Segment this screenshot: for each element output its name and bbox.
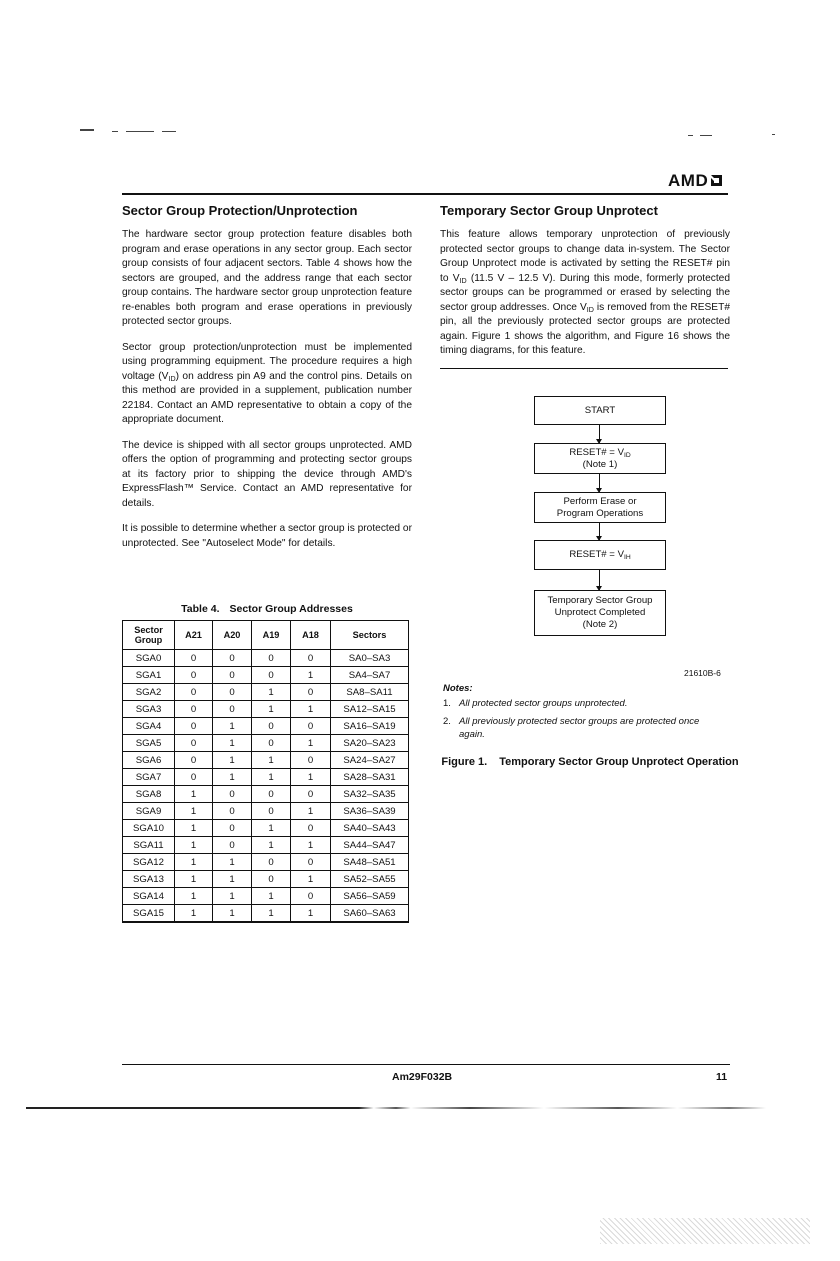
note-text: All protected sector groups unprotected. [459,698,628,709]
table-row [123,854,409,871]
table-row [123,701,409,718]
table-row [123,650,409,667]
table-cell: 0 [291,854,331,871]
table-cell: SA4–SA7 [331,667,409,684]
left-column [122,203,412,562]
table-cell: 1 [252,820,291,837]
table-cell: SA52–SA55 [331,871,409,888]
scan-speck [162,131,176,132]
flow-step-note: (Note 1) [582,458,618,470]
text-run: RESET# = V [569,446,624,458]
scan-speck [700,135,712,136]
table-cell: SA28–SA31 [331,769,409,786]
column-header: A19 [252,621,291,650]
table-cell: 0 [175,701,213,718]
table-cell: 1 [291,871,331,888]
table-cell: 0 [175,718,213,735]
paragraph [440,228,730,359]
subscript: ID [586,305,594,314]
figure-id: 21610B-6 [684,668,721,678]
table-cell: 1 [213,752,252,769]
table-cell: 0 [213,684,252,701]
table-cell: 1 [291,701,331,718]
table-cell: SGA3 [123,701,175,718]
table-row [123,667,409,684]
table-cell: SGA10 [123,820,175,837]
amd-arrow-icon [710,174,723,187]
figure-caption-text: Temporary Sector Group Unprotect Operation [499,756,739,768]
table-cell: 1 [252,888,291,905]
table-cell: SGA1 [123,667,175,684]
table-cell: 0 [175,735,213,752]
table-cell: SGA2 [123,684,175,701]
table-cell: 1 [252,701,291,718]
table-cell: 1 [291,735,331,752]
table-cell: 0 [291,718,331,735]
note-row [443,715,723,741]
table-cell: 1 [175,888,213,905]
table-row [123,905,409,923]
table-cell: SGA9 [123,803,175,820]
text-run: is removed from the RESET# pin, all the previously protected sector groups are protected again. Figure 1 shows the algorithm, and Figure 16 shows the timing diagrams, for this feature. [440,301,730,356]
table-cell: 0 [291,650,331,667]
paragraph: The device is shipped with all sector groups unprotected. AMD offers the option of programming and protecting sector groups at its factory prior to shipping the device through AMD's ExpressFlash™ Service. Contact an AMD representative for details. [122,439,412,509]
subscript: IH [623,554,631,561]
table-cell: SA56–SA59 [331,888,409,905]
table-cell: 0 [252,667,291,684]
table-cell: 0 [252,871,291,888]
table-cell: SGA5 [123,735,175,752]
table-cell: 1 [213,735,252,752]
table-cell: 1 [175,820,213,837]
flow-step-reset-vih [534,540,666,570]
table-caption: Sector Group Addresses [229,603,353,615]
table-cell: SGA7 [123,769,175,786]
note-item [443,715,723,741]
table-cell: SGA12 [123,854,175,871]
table-cell: SA8–SA11 [331,684,409,701]
table-cell: 1 [175,786,213,803]
table-cell: 0 [213,667,252,684]
scan-speck [112,131,118,132]
table-cell: 0 [291,786,331,803]
table-cell: 1 [175,854,213,871]
table-cell: 0 [213,820,252,837]
note-text: All previously protected sector groups are protected once again. [459,716,700,740]
table-row [123,837,409,854]
table-header-row [123,621,409,650]
column-header: A18 [291,621,331,650]
column-rule [440,368,728,369]
table-cell: 0 [252,854,291,871]
table-cell: 1 [175,871,213,888]
table-row [123,735,409,752]
table-cell: 0 [252,718,291,735]
table-cell: SGA4 [123,718,175,735]
flow-step-note: (Note 2) [582,619,618,630]
table-cell: SA24–SA27 [331,752,409,769]
table-cell: SA12–SA15 [331,701,409,718]
subscript: ID [623,451,631,459]
figure-label: Figure 1. [441,756,488,768]
table-cell: 0 [252,786,291,803]
table-cell: SA44–SA47 [331,837,409,854]
table-row [123,803,409,820]
footer-page-number: 11 [716,1071,728,1083]
table-cell: SGA13 [123,871,175,888]
table-cell: 0 [291,888,331,905]
flow-step-perform-operations [534,492,666,523]
column-header: Sectors [331,621,409,650]
scan-speck [126,131,154,132]
flow-arrow [599,570,600,590]
text-run: This feature allows temporary unprotection of previously protected sector groups to change data in-system. The Sector Group Unprotect mode is activated by setting the RESET# pin to V [440,229,730,284]
table-cell: 0 [252,803,291,820]
flow-step-label: Unprotect Completed [554,607,646,618]
table-cell: 0 [213,650,252,667]
flow-step-label: Temporary Sector Group [547,595,653,606]
paragraph [122,341,412,428]
table-cell: SA32–SA35 [331,786,409,803]
table-cell: 0 [175,684,213,701]
table-cell: 0 [252,650,291,667]
right-column [440,203,730,370]
table-cell: 1 [252,837,291,854]
table-cell: SGA8 [123,786,175,803]
table-cell: 1 [213,888,252,905]
table-cell: SA40–SA43 [331,820,409,837]
table-cell: 0 [175,769,213,786]
table-cell: 1 [175,837,213,854]
flow-step-reset-vid [534,443,666,474]
figure-caption [440,755,740,769]
table-cell: SGA11 [123,837,175,854]
paragraph: It is possible to determine whether a sector group is protected or unprotected. See "Autoselect Mode" for details. [122,523,412,549]
table-row [123,718,409,735]
table-cell: 0 [291,684,331,701]
text-run: RESET# = V [569,549,624,560]
table-cell: SA0–SA3 [331,650,409,667]
table-row [123,786,409,803]
table-cell: 0 [213,837,252,854]
scan-speck [80,129,94,131]
column-header: A20 [213,621,252,650]
text-run: (11.5 V – 12.5 V). During this mode, formerly protected sector groups can be programmed or erased by selecting the sector group addresses. Once V [440,272,730,313]
table-cell: 1 [252,752,291,769]
flow-start-label: START [584,404,616,416]
column-header: A21 [175,621,213,650]
table-cell: SA36–SA39 [331,803,409,820]
logo-text: AMD [668,171,709,190]
table-title [122,603,412,615]
table-body [123,650,409,923]
table-cell: 0 [213,803,252,820]
table-cell: SA20–SA23 [331,735,409,752]
table-cell: SGA14 [123,888,175,905]
table-cell: 0 [291,752,331,769]
table-cell: SA48–SA51 [331,854,409,871]
table-cell: 1 [291,905,331,923]
table-cell: SA60–SA63 [331,905,409,923]
table-cell: 0 [175,752,213,769]
table-cell: 1 [291,769,331,786]
flow-arrow [599,425,600,443]
table-row [123,752,409,769]
table-row [123,820,409,837]
table-cell: 1 [252,684,291,701]
flow-step-label: Program Operations [556,507,644,519]
section-heading-protection: Sector Group Protection/Unprotection [122,203,358,218]
column-header: Sector Group [123,621,175,650]
sector-group-table [122,620,409,923]
table-cell: SA16–SA19 [331,718,409,735]
table-cell: 1 [213,769,252,786]
amd-logo [668,171,723,191]
text-run: Sector group protection/unprotection must be implemented using programming equipment. The procedure requires a high voltage (V [122,341,412,382]
table-cell: SGA0 [123,650,175,667]
table-cell: SGA6 [123,752,175,769]
section-heading-temporary-unprotect: Temporary Sector Group Unprotect [440,203,658,218]
flow-arrow [599,523,600,540]
notes-heading: Notes: [443,683,473,694]
table-cell: 0 [252,735,291,752]
scan-speck [688,135,693,136]
flow-end-box [534,590,666,636]
table-cell: 1 [213,718,252,735]
table-cell: 1 [213,871,252,888]
table-cell: 0 [175,667,213,684]
table-cell: 1 [175,905,213,923]
table-cell: 0 [213,786,252,803]
table-cell: 1 [291,837,331,854]
note-number: 1. [443,698,451,709]
table-row [123,684,409,701]
scan-line [26,1107,766,1109]
table-cell: 0 [175,650,213,667]
footer-part-number: Am29F032B [392,1071,453,1083]
table-cell: 1 [213,905,252,923]
scan-speck [772,134,775,135]
flow-step-label [569,447,630,459]
table-cell: 0 [213,701,252,718]
table-cell: 1 [291,667,331,684]
note-number: 2. [443,716,451,727]
scan-noise [600,1218,810,1244]
table-cell: 1 [252,769,291,786]
table-cell: 1 [252,905,291,923]
table-row [123,888,409,905]
flow-step-label: Perform Erase or [563,495,637,507]
flow-arrow [599,474,600,492]
flow-start-box [534,396,666,425]
table-cell: 0 [291,820,331,837]
table-label: Table 4. [181,603,220,615]
subscript: ID [459,276,467,285]
table-cell: SGA15 [123,905,175,923]
table-row [123,769,409,786]
table-cell: 1 [213,854,252,871]
footer-rule [122,1064,730,1065]
table-cell: 1 [175,803,213,820]
paragraph: The hardware sector group protection feature disables both program and erase operations in any sector group. Each sector group consists of four adjacent sectors. Table 4 shows how the sectors are grouped, and the address range that each sector group contains. The hardware sector group unprotection feature re-enables both program and erase operations in previously protected sector groups. [122,229,412,327]
header-rule [122,193,728,195]
subscript: ID [168,374,176,383]
flow-step-label [569,549,630,561]
table-row [123,871,409,888]
text-run: ) on address pin A9 and the control pins. Details on this method are provided in a supplement, publication number 22184. Contact an AMD representative to obtain a copy of the appropriate document. [122,370,412,425]
note-item [443,697,723,710]
table-cell: 1 [291,803,331,820]
